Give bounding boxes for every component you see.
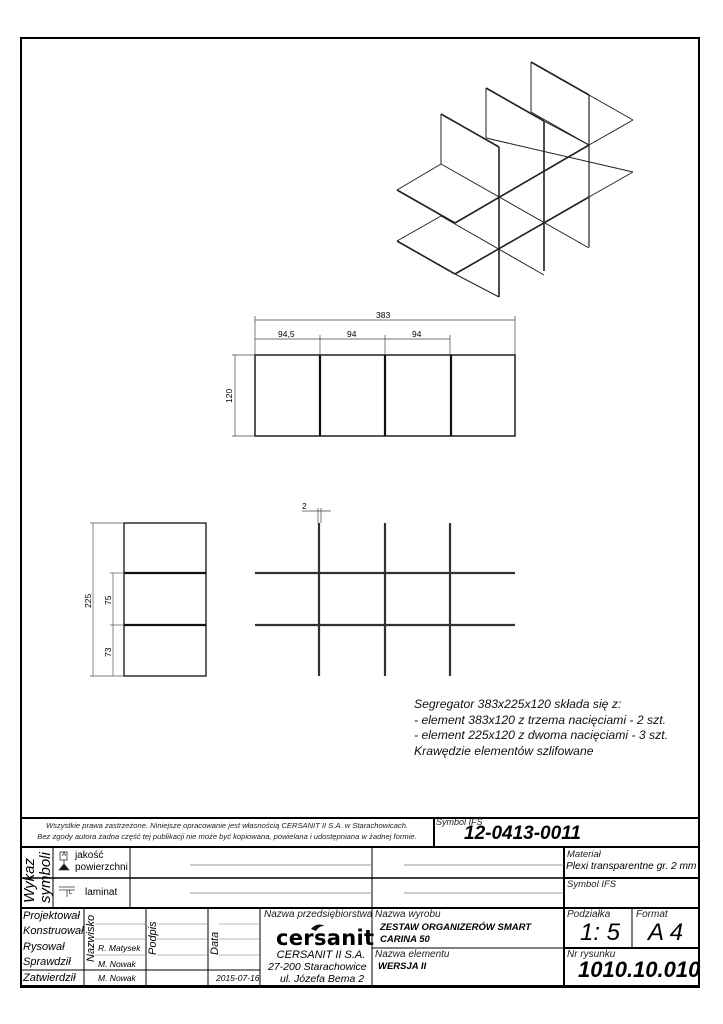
laminate-icon	[59, 887, 75, 897]
drawing-number-label: Nr rysunku	[567, 949, 616, 960]
scale-label: Podziałka	[567, 909, 611, 920]
company-logo: cersanit	[276, 926, 375, 950]
laminate-letter: L	[69, 890, 73, 896]
date-approved: 2015-07-16	[216, 973, 260, 983]
isometric-view	[397, 62, 633, 297]
symbol-ifs-value: 12-0413-0011	[464, 823, 581, 844]
dim-overall-length: 383	[376, 310, 391, 320]
legend-surface-quality-label: jakość powierzchni	[75, 850, 128, 873]
company-city: 27-200 Starachowice	[268, 961, 367, 973]
dim-side-lower: 73	[103, 647, 113, 657]
note-line: - element 225x120 z dwoma nacięciami - 3 szt.	[414, 728, 669, 742]
role-drawn: Rysował	[23, 941, 65, 953]
note-line: Segregator 383x225x120 składa się z:	[414, 697, 622, 711]
dim-seg2: 94	[347, 329, 357, 339]
note-line: - element 383x120 z trzema nacięciami - 2 szt.	[414, 712, 666, 727]
material-label: Materiał	[567, 849, 601, 860]
format-value: A 4	[648, 919, 684, 946]
format-label: Format	[636, 909, 668, 920]
col-header-date: Data	[209, 931, 221, 955]
surface-quality-letter: A	[62, 852, 67, 858]
symbol-ifs2-label: Symbol IFS	[567, 879, 617, 890]
copyright-line: Bez zgody autora żadna część tej publikacji nie może być kopiowana, powielana i udostępniana w żadnej formie.	[37, 832, 417, 841]
product-name-line2: CARINA 50	[380, 934, 430, 945]
scale-value: 1: 5	[580, 919, 621, 946]
col-header-signature: Podpis	[147, 921, 159, 955]
note-line: Krawędzie elementów szlifowane	[414, 743, 594, 758]
symbol-ifs-label: Symbol IFS	[436, 817, 483, 827]
company-street: ul. Józefa Bema 2	[280, 973, 365, 985]
dim-side-upper: 75	[103, 595, 113, 605]
element-label: Nazwa elementu	[375, 949, 450, 960]
role-constructed: Konstruował	[23, 925, 84, 937]
role-designed: Projektował	[23, 910, 80, 922]
dim-seg3: 94	[412, 329, 422, 339]
legend-laminate-label: laminat	[85, 887, 118, 898]
symbols-legend-title: Wykaz symboli	[21, 852, 54, 903]
drawing-number-value: 1010.10.010	[578, 957, 701, 982]
dim-side-overall: 225	[83, 593, 93, 608]
name-checked: M. Nowak	[98, 959, 136, 969]
drawing-notes	[414, 697, 668, 759]
name-drawn: R. Matysek	[98, 943, 141, 953]
product-label: Nazwa wyrobu	[375, 909, 441, 920]
name-approved: M. Nowak	[98, 973, 136, 983]
product-name-line1: ZESTAW ORGANIZERÓW SMART	[380, 922, 532, 933]
copyright-line: Wszystkie prawa zastrzeżone. Niniejsze opracowanie jest własnością CERSANIT II S.A. w Starachowicach.	[45, 821, 409, 830]
role-approved: Zatwierdził	[23, 972, 76, 984]
dim-seg1: 94,5	[278, 329, 295, 339]
copyright-notice	[22, 820, 432, 842]
col-header-name: Nazwisko	[85, 914, 97, 962]
element-value: WERSJA II	[378, 961, 427, 972]
role-checked: Sprawdził	[23, 956, 71, 968]
front-view	[232, 316, 515, 436]
dim-thickness: 2	[302, 501, 307, 511]
company-name: CERSANIT II S.A.	[276, 949, 366, 961]
dim-height: 120	[224, 388, 234, 403]
top-view	[255, 508, 515, 676]
company-label: Nazwa przedsiębiorstwa	[264, 909, 373, 920]
material-value: Plexi transparentne gr. 2 mm	[566, 861, 697, 872]
